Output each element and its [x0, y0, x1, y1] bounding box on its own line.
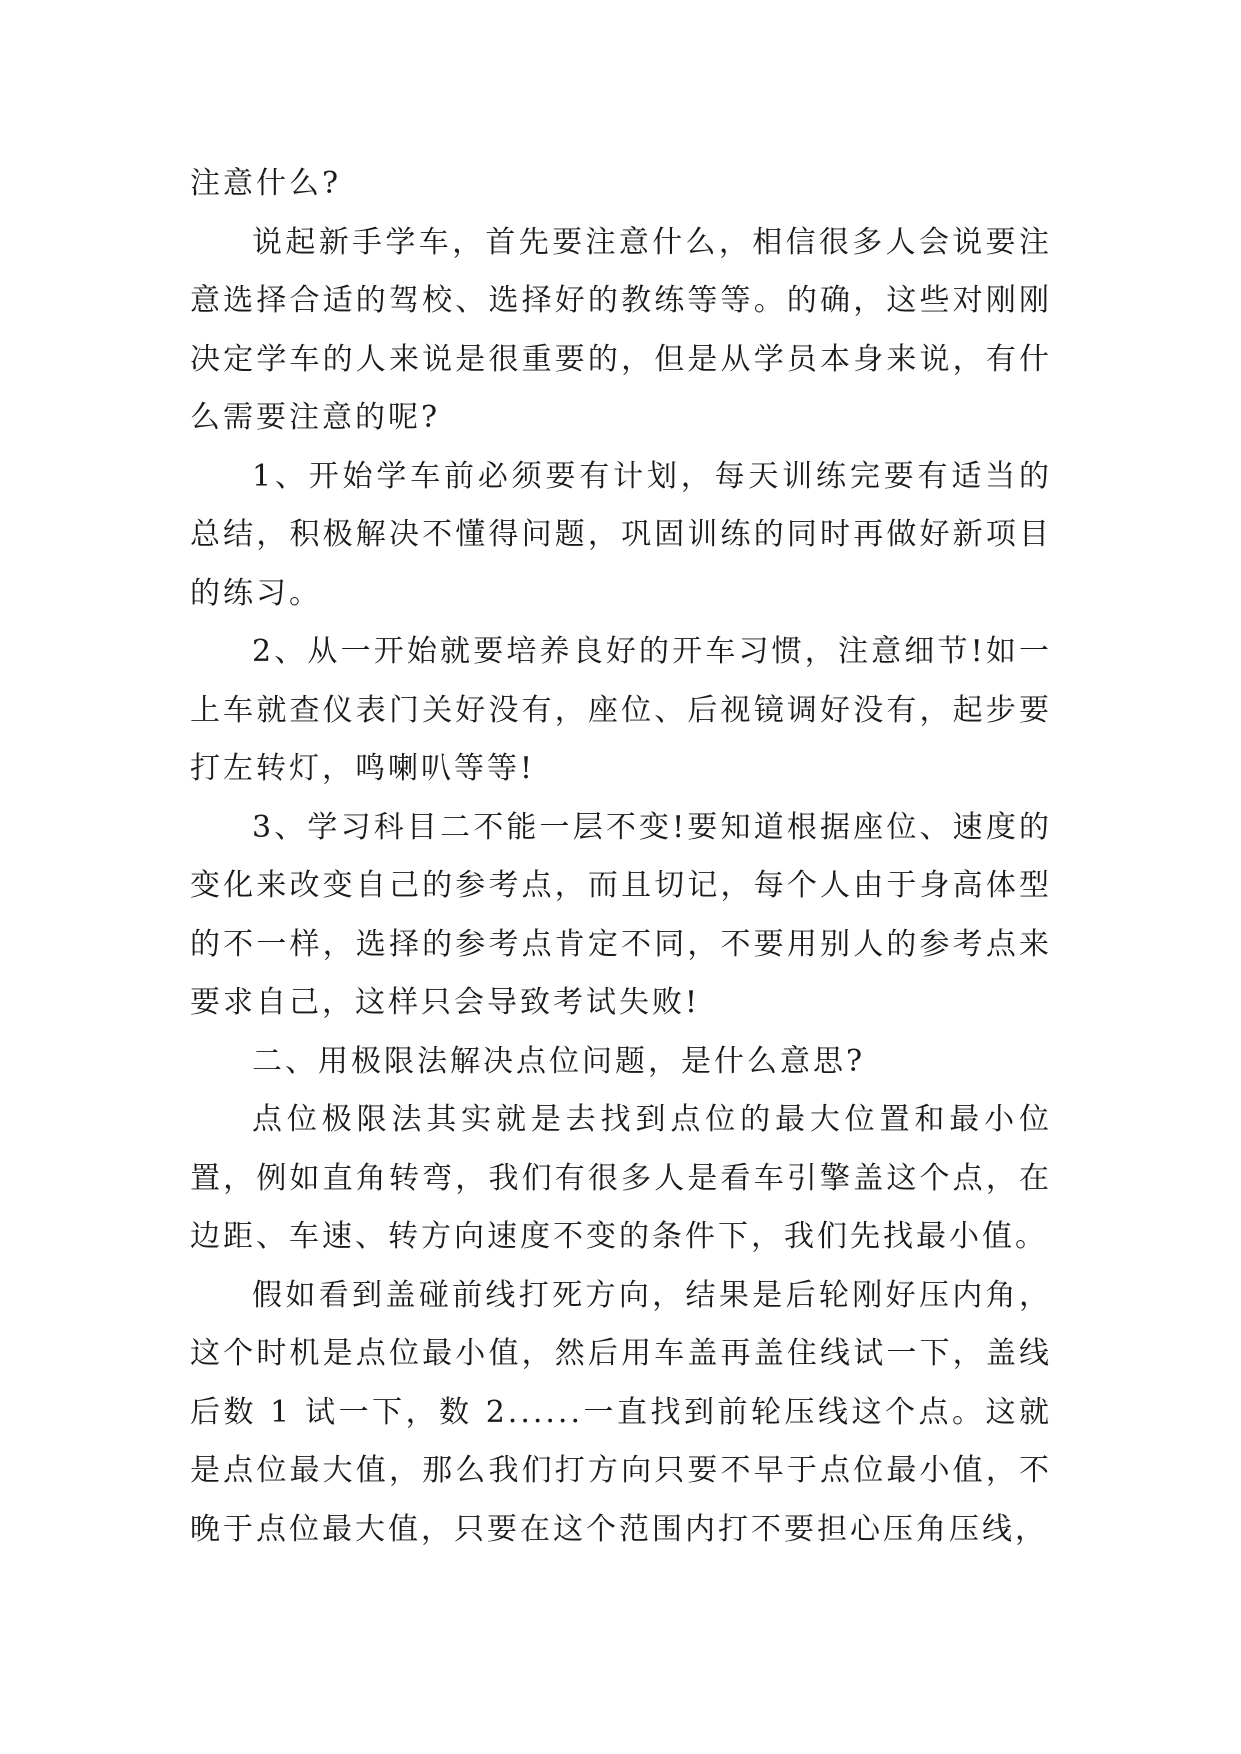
paragraph-tip-3: 3、学习科目二不能一层不变!要知道根据座位、速度的变化来改变自己的参考点，而且切记，每个人由于身高体型的不一样，选择的参考点肯定不同，不要用别人的参考点来要求自己，这样只会导致考试失败! — [190, 809, 1052, 1020]
section-heading-2: 二、用极限法解决点位问题，是什么意思? — [252, 1043, 866, 1079]
paragraph-continuation: 注意什么? — [190, 166, 342, 201]
paragraph-tip-2: 2、从一开始就要培养良好的开车习惯，注意细节!如一上车就查仪表门关好没有，座位、后视镜调好没有，起步要打左转灯，鸣喇叭等等! — [190, 634, 1052, 786]
paragraph-example: 假如看到盖碰前线打死方向，结果是后轮刚好压内角，这个时机是点位最小值，然后用车盖再盖住线试一下，盖线后数 1 试一下，数 2......一直找到前轮压线这个点。这就是点位最大值，那么我们打方向只要不早于点位最小值，不晚于点位最大值，只要在这个范围内打不要担心压角压线， — [190, 1277, 1052, 1547]
paragraph-extreme-method: 点位极限法其实就是去找到点位的最大位置和最小位置，例如直角转弯，我们有很多人是看车引擎盖这个点，在边距、车速、转方向速度不变的条件下，我们先找最小值。 — [190, 1102, 1052, 1254]
paragraph-intro: 说起新手学车，首先要注意什么，相信很多人会说要注意选择合适的驾校、选择好的教练等等。的确，这些对刚刚决定学车的人来说是很重要的，但是从学员本身来说，有什么需要注意的呢? — [190, 224, 1052, 435]
paragraph-tip-1: 1、开始学车前必须要有计划，每天训练完要有适当的总结，积极解决不懂得问题，巩固训练的同时再做好新项目的练习。 — [190, 458, 1052, 611]
document-body — [190, 155, 1052, 1559]
